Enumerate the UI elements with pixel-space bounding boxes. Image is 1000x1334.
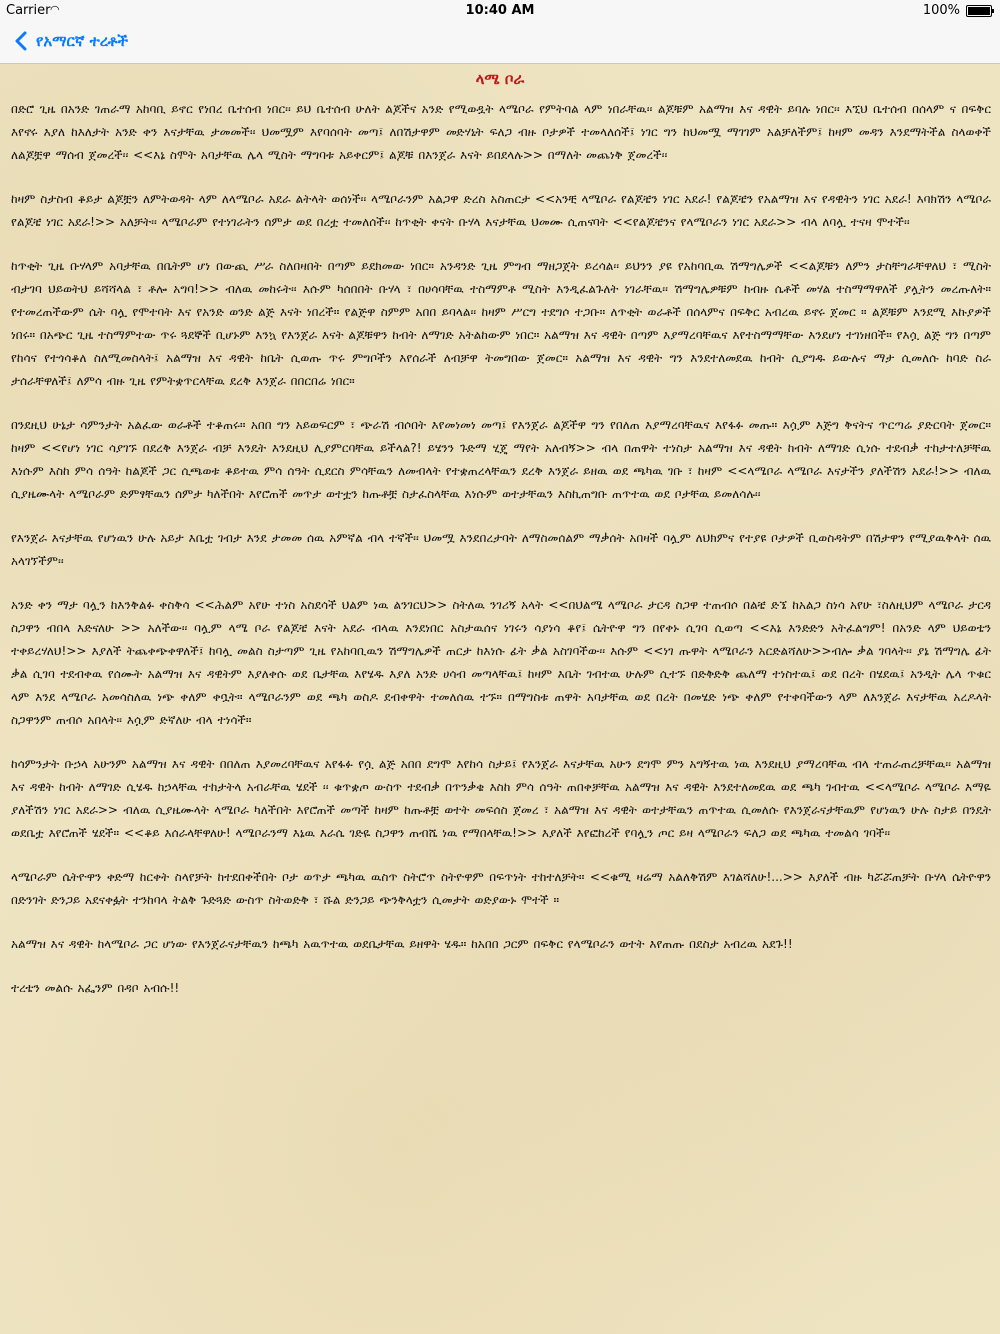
story-body (0, 98, 1000, 1298)
navigation-bar (0, 20, 1000, 64)
story-paragraph: ከዛም ስታስብ ቆይታ ልጆቿን ለምትወዳት ላም ለላሜቦራ አደራ ልትላት ወሰነች፡፡ ላሜቦራንም አልጋዋ ድረስ አስጠርታ <<አንቺ ላሜቦራ የልጆቼን ነገር አደራ! የልጆቼን የአልማዝ እና የዳዊትን ነገር አደራ! እባክሽን ላሜቦራ የልጆቼ ነገር አደራ!>> አለቻት፡፡ ላሜቦራም የተነገራትን ሰምታ ወደ በረቷ ተመለሰች፡፡ ከጥቂት ቀናት ቡሃላ እናታቸዉ ህመሙ ሲጠናባት <<የልጆቼንና የላሜቦራን ነገር አደራ>> ብላ ለባሏ ተናዛ ሞተች፡፡ (11, 192, 991, 229)
battery-percentage: 100% (922, 3, 960, 18)
story-paragraph: በንደዚህ ሁኔታ ሳምንታት አልፈው ወራቶች ተቆጠሩ። አበበ ግን አይወፍርም ፣ ጭራሽ ብሶበት እየመነመነ መጣ፤ የእንጀራ ልጆችዋ ግን የበለጠ እያማረባቸዉና እየፋፉ መጡ። እሷም እጅግ ቅናትና ጥርጣሬ ያድርባት ጀመር። ከዛም <<የሆነ ነገር ሳያገኙ በደረቅ እንጀራ ብቻ እንዴት እንደዚህ ሊያምርባቸዉ ይችላል?! ይሄንን ጉድማ ሂጄ ማየት አለብኝ>> ብላ በጠዋት ተነስታ አልማዝ እና ዳዊት ከብት ለማገድ ሲነሱ ተደብቃ ተከታተለቻቸዉ እነሱም እስከ ምሳ ሰዓት ከልጆች ጋር ሲጫወቱ ቆይተዉ ምሳ ሰዓት ሲደርስ ምሳቸዉን ለመብላት የተቋጠረላቸዉን ደረቅ እንጀራ ይዘዉ ወደ ጫካዉ ገቡ ፣ ከዛም <<ላሜቦራ ላሜቦራ እናታችን ያለችሽን አደራ!>> ብለዉ ሲያዜሙላት ላሜቦራም ድምፃቸዉን ሰምታ ካለችበት እየሮጠች መጥታ ወተቷን ከጡቶቿ ስታፈስላቸዉ እነሱም ወተታቸዉን እስኪጠግቡ ጠጥተዉ ወደ ቦታቸዉ ይመለሳሉ፡፡ (11, 418, 991, 501)
story-paragraph: ላሜቦራም ሴትዮዋን ቀድማ ከርቀት ስላየቻት ከተደበቀችበት ቦታ ወጥታ ጫካዉ ዉስጥ ስትሮጥ ስትዮዋም በፍጥነት ተከተለቻት። <<ቁሚ ዛሬማ አልለቅሽም እገልሻለሁ!...>> እያለች ብዙ ካሯሯጠቻት ቡሃላ ሴትዮዋን በድንገት ድንጋይ አደናቀፏት ተንከባላ ትልቅ ጉድጓድ ውስጥ ስትወድቅ ፣ ሹል ድንጋይ ጭንቅላቷን ሲመታት ወድያውኑ ሞተች ። (11, 870, 991, 907)
battery-icon (966, 5, 992, 17)
back-button[interactable] (10, 26, 128, 56)
story-paragraph: አንድ ቀን ማታ ባሏን ከእንቅልፉ ቀስቅሳ <<ሕልም አየሁ ተነስ አስደሳች ህልም ነዉ ልንገርህ>> ስትለዉ ንገሪኝ አላት <<በህልሜ ላሜቦራ ታርዳ ስጋዋ ተጠብሶ በልቼ ድኜ ከአልጋ ስነሳ አየሁ ፣ስለዚህም ላሜቦራ ታርዳ ስጋዋን ብበላ እድናለሁ >> አለችው፡፡ ባሏም ላሜ ቦራ የልጆቼ እናት አደራ ብላዉ እንደነበር አስታዉሰና ነገሩን ሳያነሳ ቆየ፤ ሴትዮዋ ግን በየቀኑ ሲገባ ሲወጣ <<እኔ እንድድን አትፈልግም! በአንድ ላም ህይወቴን ተቀይረሃለህ!>> እያለች ትጨቀጭቀዋለች፤ ከባሏ መልስ ስታጣም ጊዜ የአከባቢዉን ሽማግሌዎች ጠርታ ከእነሱ ፊት ቃል አስገባችው፡፡ እሱም <<ነገ ጡዋት ላሜቦራን አርድልሻለሁ>>ብሎ ቃል ገባላት፡፡ ያኔ ሽማግሌ ፊት ቃል ሲገባ ተደብቀዉ የሰሙት አልማዝ እና ዳዊትም እያለቀሱ ወደ ቤታቸዉ እየሄዱ እያለ አንድ ሀሳብ መጣላቸዉ፤ ከዛም እቤት ገብተዉ ሁሉም ሲተኙ በድቅድቅ ጨለማ ተነስተዉ፤ ወደ በረት በሄደዉ፤ አንዲት ሌላ ጥቁር ላም እንደ ላሜቦራ አመሳስለዉ ነጭ ቀለም ቀቧት። ላሜቦራንም ወደ ጫካ ወስዶ ደብቀዋት ተመለሰዉ ተኙ። በማግስቱ ጠዋት አባታቸዉ ወደ በረት በመሄድ ነጭ ቀለም የተቀባችውን ላም ለእንጀራ እናታቸዉ አረዶላት ስጋዋንም ጠብሶ አበላት፡፡ እሷም ድኛለሁ ብላ ተነሳች። (11, 598, 991, 727)
clock: 10:40 AM (465, 3, 535, 18)
carrier-label: Carrier (6, 3, 51, 18)
story-paragraph: ከሳምንታት ቡኃላ አሁንም አልማዝ እና ዳዊት በበለጠ እያመረባቸዉና አየፋፉ የሷ ልጅ አበበ ደግሞ እየከሳ ስታይ፤ የእንጀራ እናታቸዉ አሁን ደግሞ ምን አግኝተዉ ነዉ እንደዚህ ያማረባቸዉ ብላ ተጠራጠረቻቸዉ፡፡ አልማዝ እና ዳዊት ከብት ለማገድ ሲሄዱ ከኃላቸዉ ተከታትላ አብራቸዉ ሄደች ፡፡ ቁጥቋጦ ውስጥ ተደብቃ በጥንቃቄ እስከ ምሳ ሰዓት ጠበቀቻቸዉ አልማዝ እና ዳዊት እንደተለመደዉ ወደ ጫካ ገብተዉ <<ላሜቦራ ላሜቦራ እማዬ ያለችሽን ነገር አደራ>> ብለዉ ሲያዜሙላት ላሜቦራ ካለችበት እየሮጠች መጣች ከዛም ከጡቶቿ ወተት መፍሰስ ጀመረ ፣ አልማዝ እና ዳዊት ወተታቸዉን ጠጥተዉ ሲመለሱ የእንጀራናታቸዉም የሆነዉን ሁሉ ስታይ በንዴት ወደቤቷ እየሮጠች ሄደች። <<ቆይ እሰራላቸዋለሁ! ላሜቦራንማ እኔዉ እራሴ ገድዬ ስጋዋን ጠብሼ ነዉ የማበላቸዉ!>> እያለች እየፎከረች የባሏን ጦር ይዛ ላሜቦራን ፍለጋ ወደ ጫካዉ ተመልሳ ገባች፡፡ (11, 757, 991, 840)
chevron-left-icon (10, 29, 34, 53)
story-paragraph: በድሮ ጊዜ በአንድ ገጠራማ አከባቢ ይኖር የነበረ ቤተሰብ ነበር፡፡ ይህ ቤተሰብ ሁለት ልጆችና አንድ የሚወዷት ላሜቦራ የምትባል ላም ነበራቸዉ፡፡ ልጆቹም አልማዝ እና ዳዊት ይባሉ ነበር፡፡ እኚህ ቤተሰብ በሰላም ና በፍቅር እየኖሩ እያለ ከእለታት አንድ ቀን እናታቸዉ ታመመች፡፡ ህመሟም እየባሰባት መጣ፤ ለበሽታዋም መድሃኒት ፍለጋ ብዙ ቦታዎች ተመላለሰች፤ ነገር ግን ከህመሟ ማገገም አልቻለችም፤ ከዛም መዳን እንደማትችል ስላወቀች ለልጆቿዋ ማሰብ ጀመረች፡፡ <<እኔ ስሞት አባታቸዉ ሌላ ሚስት ማግባቱ አይቀርም፤ ልጆቹ በእንጀራ እናት ይበደላሉ>> በማለት መጨነቅ ጀመረች፡፡ (11, 102, 991, 162)
status-bar (0, 0, 1000, 20)
story-scroll-view[interactable] (0, 64, 1000, 1334)
back-button-label: የአማርኛ ተረቶች (36, 32, 129, 50)
story-paragraph: አልማዝ እና ዳዊት ከላሜቦራ ጋር ሆነው የእንጀራናታቸዉን ከጫካ አዉጥተዉ ወደቤታቸዉ ይዘዋት ሄዱ። ከአበበ ጋርም በፍቅር የላሜቦራን ወተት እየጠጡ በደስታ አብረዉ አደጉ!! (11, 937, 793, 951)
story-closing: ተረቴን መልሱ አፌንም በዳቦ አብሱ!! (11, 981, 180, 995)
story-title: ላሜ ቦራ (475, 70, 525, 88)
wifi-icon: ◠ (50, 3, 60, 16)
story-paragraph: ከጥቂት ጊዜ ቡሃላም አባታቸዉ በቤትም ሆነ በውጪ ሥራ ስለበዛበት በጣም ይደክመው ነበር። አንዳንድ ጊዜ ምግብ ማዘጋጀት ይረሳል፡፡ ይህንን ያዩ የአከባቢዉ ሽማግሌዎች <<ልጆቹን ለምን ታስቸግራቸዋለህ ፣ ሚስት ብታገባ ህይወትህ ይሻሻላል ፣ ቶሎ አግባ!>> ብለዉ መከሩት፡፡ እሱም ካሰበበት ቡሃላ ፣ በሀሳባቸዉ ተስማምቶ ሚስት እንዲፈልጉለት ነገራቸዉ፡፡ ሽማግሌዎቹም ከብዙ ሴቶች መሃል ተስማማዋለች ያሏትን መረጡለት። የተመረጠችውም ሴት ባሏ የሞተባት እና የአንድ ወንድ ልጅ እናት ነበረች። የልጅዋ ስምም አበበ ይባላል፡፡ ከዛም ሥርግ ተደግሶ ተጋቡ። ለጥቂት ወራቶች በሰላምና በፍቅር አብረዉ ይኖሩ ጀመር ። ልጆቹም እንደሚ እኩያዎች ነበሩ። በአጭር ጊዜ ተስማምተው ጥሩ ጓደኞች ቢሆኑም እንኳ የእንጀራ እናት ልጆቹዋን ከብት ለማገድ አትልከውም ነበር። አልማዝ እና ዳዊት በጣም እያማረባቸዉና እየተስማማቸው እንደሆነ ተገነዘበች። የእሷ ልጅ ግን በጣም የከሳና የተጎሳቆለ ስለሚመስላት፤ አልማዝ እና ዳዊት ከቤት ሲወጡ ጥሩ ምግቦችን እየሰራች ለብቻዋ ትመግበው ጀመር። አልማዝ እና ዳዊት ግን እንደተለመደዉ ከብት ሲያግዱ ይውሉና ማታ ሲመለሱ ከባድ ስራ ታሰራቸዋለች፤ ለምሳ ብዙ ጊዜ የምትቋጥርላቸዉ ደረቅ እንጀራ በበርበሬ ነበር። (11, 259, 991, 388)
story-paragraph: የእንጀራ እናታቸዉ የሆነዉን ሁሉ አይታ እቤቷ ገብታ እንደ ታመመ ሰዉ አምኛል ብላ ተኛች፡፡ ህመሟ እንደበረታባት ለማስመሰልም ማቃሰት አበዛች ባሏም ለህክምና የተያዩ ቦታዎች ቢወስዳትም በሽታዋን የሚያዉቅላት ሰዉ አላገኘችም፡፡ (11, 531, 991, 568)
